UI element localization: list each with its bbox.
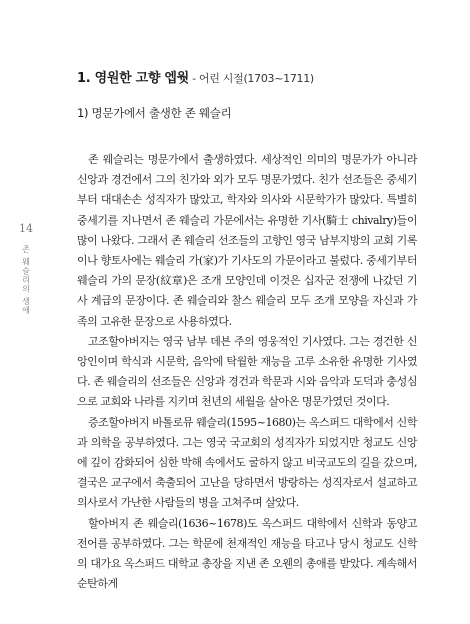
paragraph: 할아버지 존 웨슬리(1636~1678)도 옥스퍼드 대학에서 신학과 동양고전어를 공부하였다. 그는 학문에 천재적인 재능을 타고나 당시 청교도 신학의 대가요 옥스퍼드 대학교 총장을 지낸 존 오웬의 총애를 받았다. 계속해서 순탄하게 (77, 516, 417, 591)
page-number: 14 (19, 222, 33, 235)
chapter-heading (77, 67, 314, 86)
running-title: 존 웨슬리의 생애 (21, 245, 31, 316)
chapter-title: 1. 영원한 고향 엡웟 (77, 71, 189, 86)
paragraph: 존 웨슬리는 명문가에서 출생하였다. 세상적인 의미의 명문가가 아니라 신앙과 경건에서 그의 친가와 외가 모두 명문가였다. 친가 선조들은 중세기부터 대대손손 성직자가 많았고, 학자와 의사와 시문학가가 많았다. 특별히 중세기를 지나면서 존 웨슬리 가문에서는 유명한 기사(騎士 chivalry)들이 많이 나왔다. 그래서 존 웨슬리 선조들의 고향인 영국 남부지방의 교회 기록이나 향토사에는 웨슬리 가(家)가 기사도의 가문이라고 불렀다. 중세기부터 웨슬리 가의 문장(紋章)은 조개 모양인데 이것은 십자군 전쟁에 나갔던 기사 계급의 문장이다. 존 웨슬리와 찰스 웨슬리 모두 조개 모양을 자신과 가족의 고유한 문장으로 사용하였다. (77, 153, 417, 328)
body-text (77, 150, 417, 594)
paragraph: 증조할아버지 바톨로뮤 웨슬리(1595~1680)는 옥스퍼드 대학에서 신학과 의학을 공부하였다. 그는 영국 국교회의 성직자가 되었지만 청교도 신앙에 깊이 감화되어 심한 박해 속에서도 굴하지 않고 비국교도의 길을 갔으며, 결국은 교구에서 축출되어 고난을 당하면서 방랑하는 성직자로서 설교하고 의사로서 가난한 사람들의 병을 고쳐주며 살았다. (77, 415, 417, 510)
chapter-subtitle: - 어린 시절(1703~1711) (188, 72, 314, 85)
section-heading: 1) 명문가에서 출생한 존 웨슬리 (77, 106, 232, 120)
paragraph: 고조할아버지는 영국 남부 데븐 주의 영웅적인 기사였다. 그는 경건한 신앙인이며 학식과 시문학, 음악에 탁월한 재능을 고루 소유한 유명한 기사였다. 존 웨슬리의 선조들은 신앙과 경건과 학문과 시와 음악과 도덕과 충성심으로 교회와 나라를 지키며 천년의 세월을 살아온 명문가였던 것이다. (77, 334, 417, 409)
side-margin (19, 222, 33, 315)
